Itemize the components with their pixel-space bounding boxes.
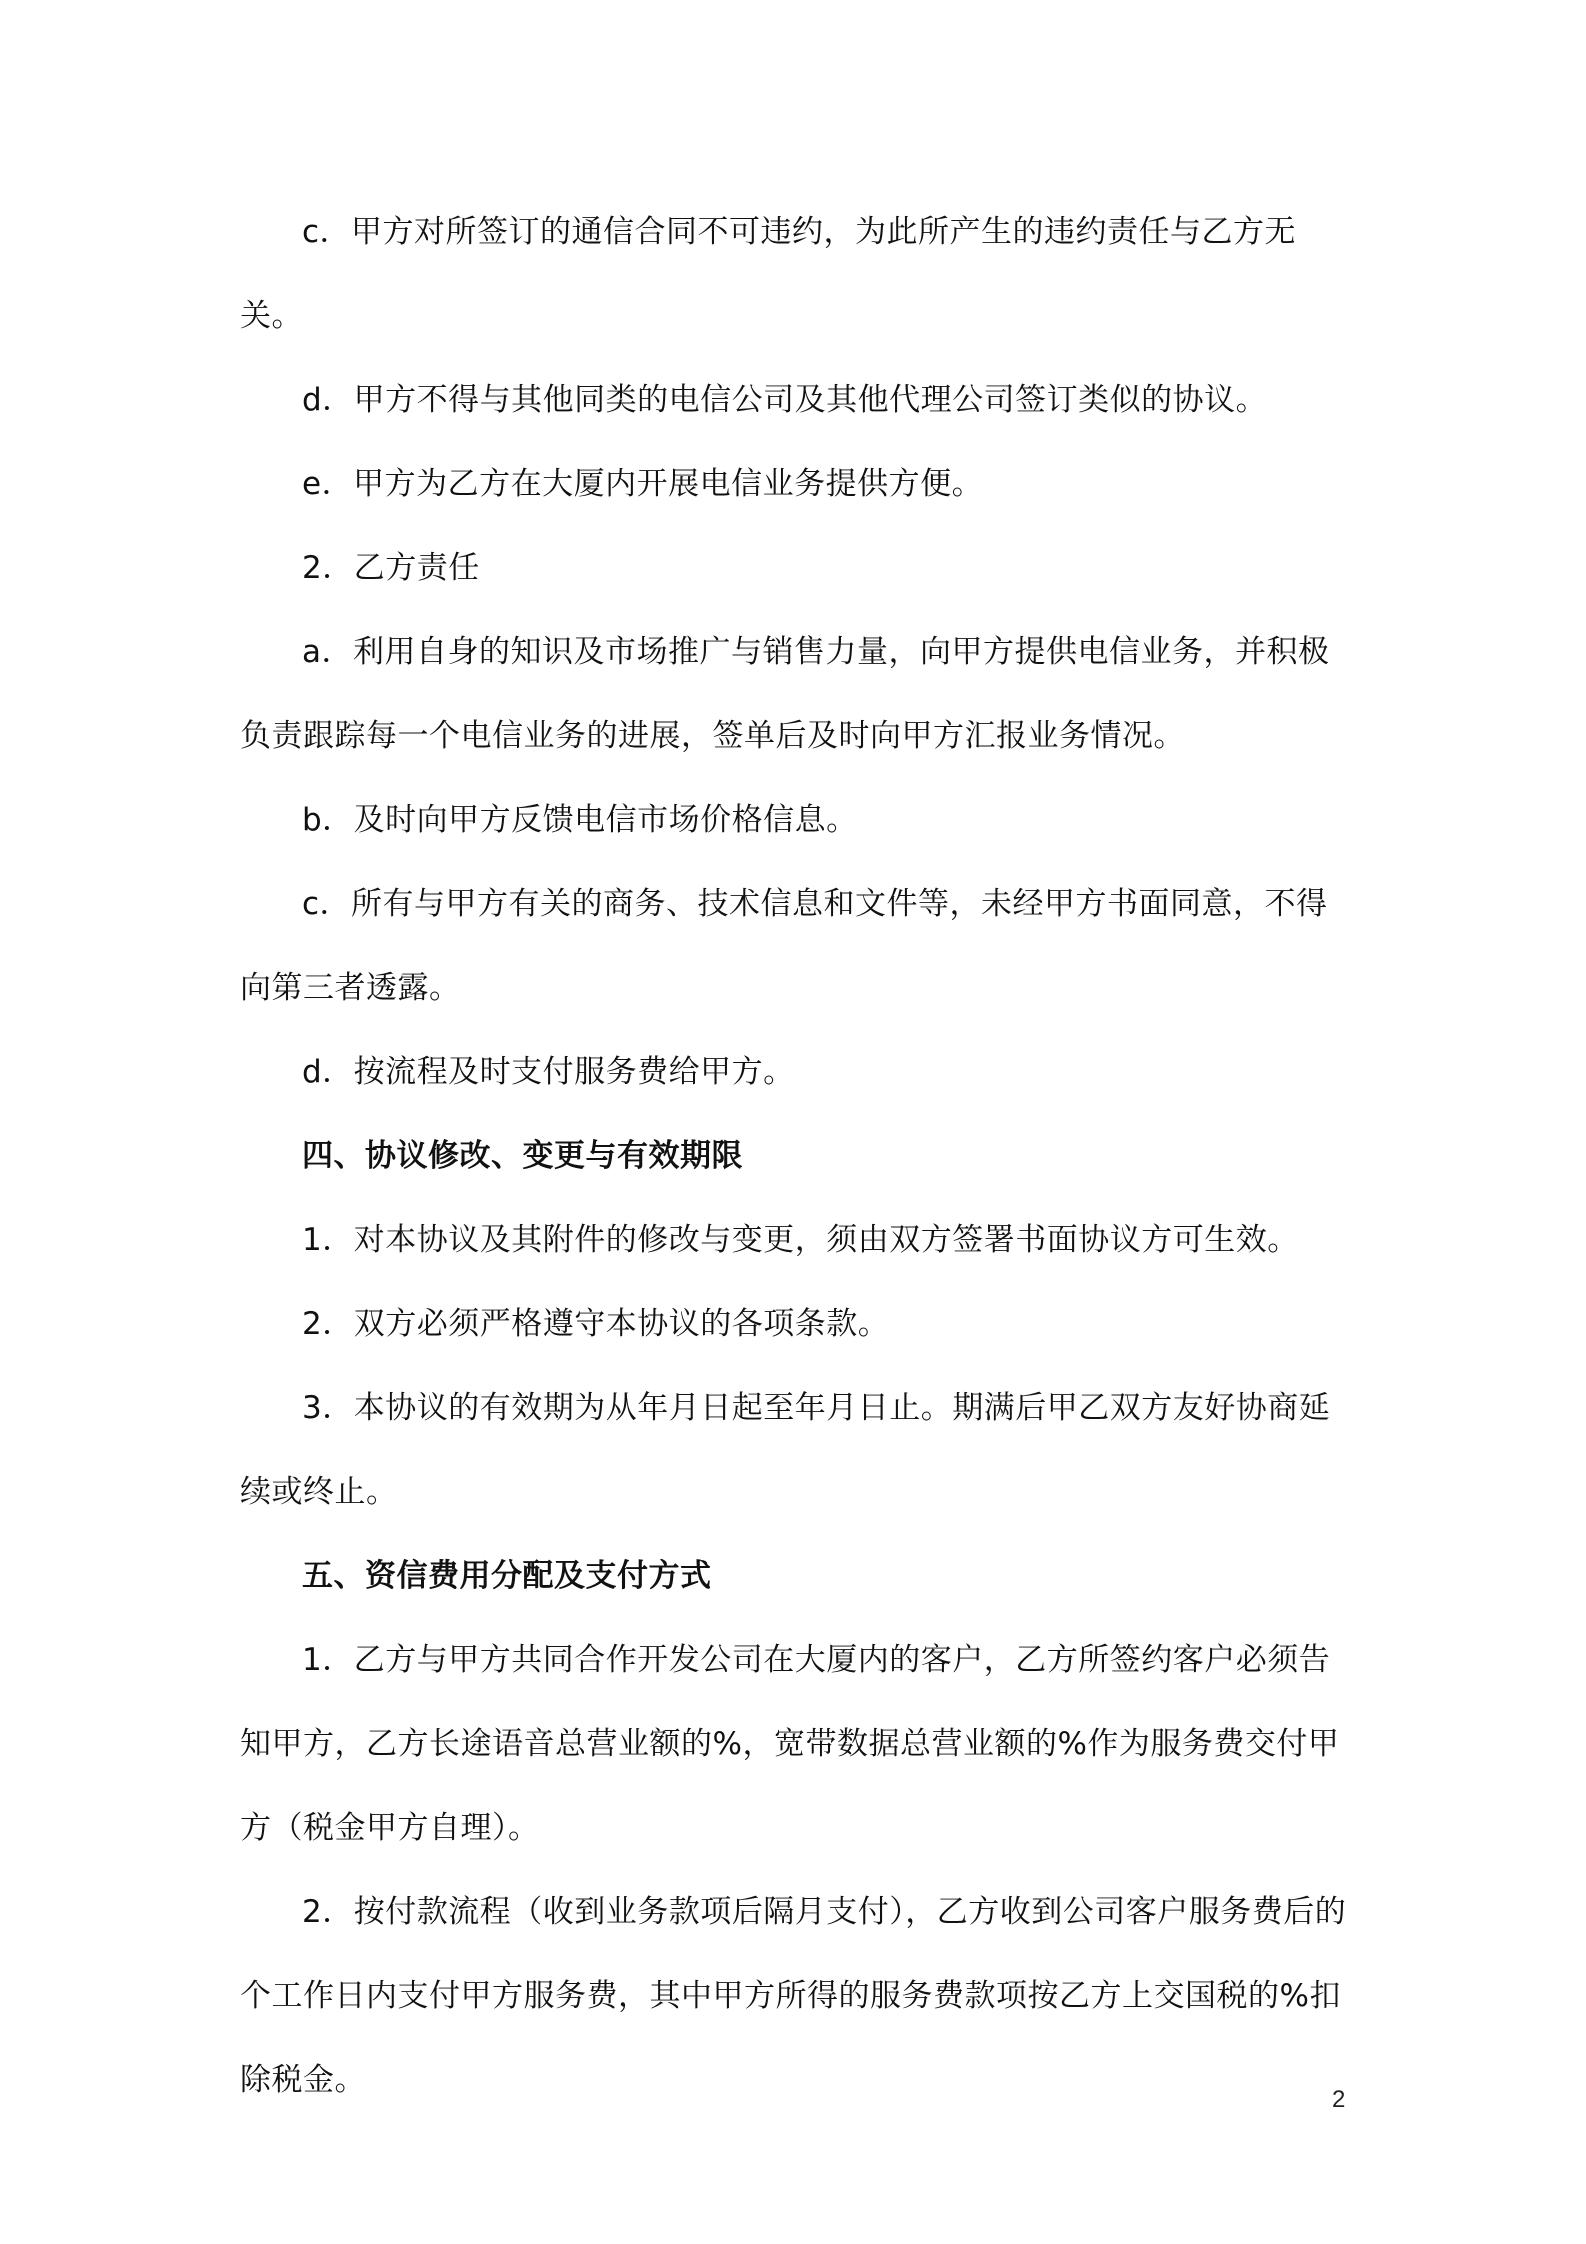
clause-2-payment-process: 2．按付款流程（收到业务款项后隔月支付），乙方收到公司客户服务费后的个工作日内支付甲方服务费，其中甲方所得的服务费款项按乙方上交国税的%扣除税金。 xyxy=(240,1894,1347,2098)
clause-b-party-b-feedback: b．及时向甲方反馈电信市场价格信息。 xyxy=(302,802,858,838)
clause-d-party-a-exclusivity: d．甲方不得与其他同类的电信公司及其他代理公司签订类似的协议。 xyxy=(302,382,1268,418)
clause-a-party-b-services: a．利用自身的知识及市场推广与销售力量，向甲方提供电信业务，并积极负责跟踪每一个电信业务的进展，签单后及时向甲方汇报业务情况。 xyxy=(240,634,1330,754)
section-heading-fees: 五、资信费用分配及支付方式 xyxy=(302,1558,712,1594)
clause-1-fee-sharing: 1．乙方与甲方共同合作开发公司在大厦内的客户，乙方所签约客户必须告知甲方，乙方长途语音总营业额的%，宽带数据总营业额的%作为服务费交付甲方（税金甲方自理）。 xyxy=(240,1642,1340,1846)
section-heading-modification: 四、协议修改、变更与有效期限 xyxy=(302,1138,743,1174)
clause-d-party-b-payment: d．按流程及时支付服务费给甲方。 xyxy=(302,1054,795,1090)
page-number: 2 xyxy=(1332,2086,1346,2113)
clause-1-modification: 1．对本协议及其附件的修改与变更，须由双方签署书面协议方可生效。 xyxy=(302,1222,1299,1258)
clause-e-party-a-convenience: e．甲方为乙方在大厦内开展电信业务提供方便。 xyxy=(302,466,984,502)
clause-c-party-a-contract: c．甲方对所签订的通信合同不可违约，为此所产生的违约责任与乙方无关。 xyxy=(240,214,1297,334)
clause-c-party-b-confidentiality: c．所有与甲方有关的商务、技术信息和文件等，未经甲方书面同意，不得向第三者透露。 xyxy=(240,886,1328,1006)
clause-3-validity: 3．本协议的有效期为从年月日起至年月日止。期满后甲乙双方友好协商延续或终止。 xyxy=(240,1390,1331,1510)
clause-2-compliance: 2．双方必须严格遵守本协议的各项条款。 xyxy=(302,1306,890,1342)
section-party-b-responsibility: 2．乙方责任 xyxy=(302,550,480,586)
document-body xyxy=(240,190,1350,2122)
